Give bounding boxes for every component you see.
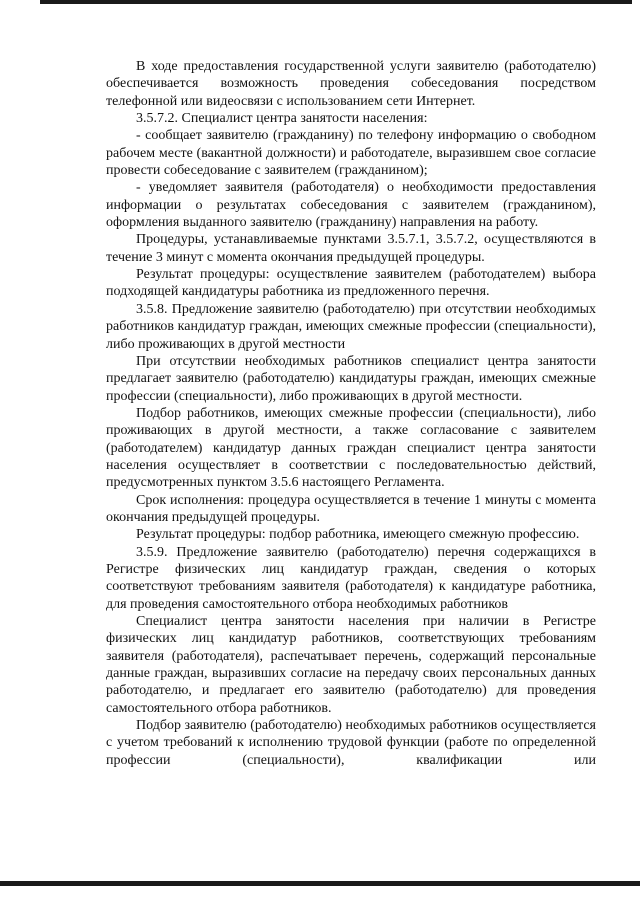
paragraph-3-5-7-2-heading: 3.5.7.2. Специалист центра занятости населения: — [136, 111, 428, 127]
scan-bottom-edge — [0, 881, 640, 886]
paragraph-3-5-9-heading: 3.5.9. Предложение заявителю (работодателю) перечня содержащихся в Регистре физических лиц кандидатур граждан, сведения о которых соответствуют требованиям заявителя (работодателя) к кандидатуре работника, для проведения самостоятельного отбора необходимых работников — [106, 544, 596, 612]
paragraph-procedures-duration: Процедуры, устанавливаемые пунктами 3.5.7.1, 3.5.7.2, осуществляются в течение 3 минут с момента окончания предыдущей процедуры. — [106, 232, 596, 265]
paragraph-selection-requirements: Подбор заявителю (работодателю) необходимых работников осуществляется с учетом требований к исполнению трудовой функции (работе по определенной профессии (специальности), квалификации или — [106, 718, 596, 768]
paragraph-3-5-8-heading: 3.5.8. Предложение заявителю (работодателю) при отсутствии необходимых работников кандидатур граждан, имеющих смежные профессии (специальности), либо проживающих в другой местности — [106, 301, 596, 352]
paragraph-worker-selection: Подбор работников, имеющих смежные профессии (специальности), либо проживающих в другой местности, а также согласование с заявителем (работодателем) кандидатур данных граждан специалист центра занятости населения осуществляет в соответствии с последовательностью действий, предусмотренных пунктом 3.5.6 настоящего Регламента. — [106, 405, 596, 491]
paragraph-no-workers: При отсутствии необходимых работников специалист центра занятости предлагает заявителю (работодателю) кандидатуры граждан, имеющих смежные профессии (специальности), либо проживающих в другой местности. — [106, 353, 596, 404]
document-page — [106, 58, 596, 769]
paragraph-deadline: Срок исполнения: процедура осуществляется в течение 1 минуты с момента окончания предыдущей процедуры. — [106, 492, 596, 525]
paragraph-informs-citizen: - сообщает заявителю (гражданину) по телефону информацию о свободном рабочем месте (вакантной должности) и работодателе, выразившем свое согласие провести собеседование с заявителем (гражданином); — [106, 128, 596, 179]
scan-top-edge — [40, 0, 632, 4]
paragraph-notifies-employer: - уведомляет заявителя (работодателя) о необходимости предоставления информации о результатах собеседования с заявителем (гражданином), оформления выданного заявителю (гражданину) направления на работу. — [106, 180, 596, 231]
paragraph-remote-interview: В ходе предоставления государственной услуги заявителю (работодателю) обеспечивается возможность проведения собеседования посредством телефонной или видеосвязи с использованием сети Интернет. — [106, 59, 596, 109]
paragraph-result-related-profession: Результат процедуры: подбор работника, имеющего смежную профессию. — [136, 527, 580, 543]
paragraph-result-selection: Результат процедуры: осуществление заявителем (работодателем) выбора подходящей кандидатуры работника из предложенного перечня. — [106, 267, 596, 300]
paragraph-registry-list: Специалист центра занятости населения при наличии в Регистре физических лиц кандидатур работников, соответствующих требованиям заявителя (работодателя), распечатывает перечень, содержащий персональные данные граждан, выразивших согласие на передачу своих персональных данных работодателю, и предлагает его заявителю (работодателю) для проведения самостоятельного отбора работников. — [106, 614, 596, 716]
